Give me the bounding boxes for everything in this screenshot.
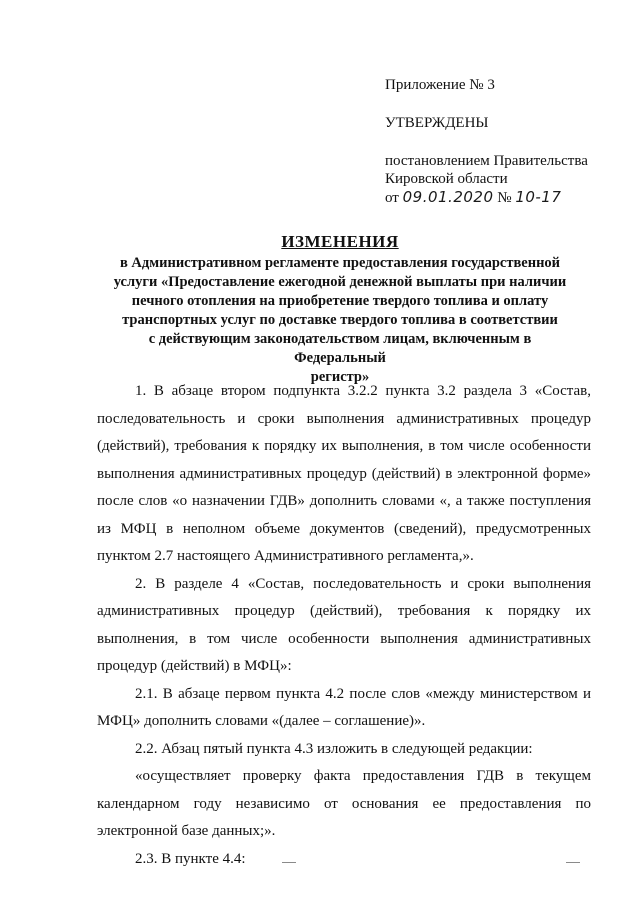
title-line-6: регистр» (310, 369, 370, 385)
handwritten-date: 09.01.2020 (402, 188, 494, 206)
title-line-5: с действующим законодательством лицам, включенным в Федеральный (148, 331, 532, 366)
approval-block (385, 76, 615, 207)
date-prefix: от (385, 190, 399, 206)
appendix-label: Приложение № 3 (385, 77, 495, 93)
paragraph-2: 2. В разделе 4 «Состав, последовательность и сроки выполнения административных процедур (действий), требования к порядку их выполнения, в том числе особенности выполнения административных процедур (действий) в МФЦ»: (97, 575, 591, 674)
title-line-3: печного отопления на приобретение твердого топлива и оплату (131, 293, 549, 309)
title-line-1: в Административном регламенте предоставления государственной (119, 255, 561, 271)
number-prefix: № (497, 190, 512, 206)
paragraph-2-3: 2.3. В пункте 4.4: (135, 850, 246, 867)
approved-label: УТВЕРЖДЕНЫ (385, 115, 489, 131)
title-main: ИЗМЕНЕНИЯ (281, 232, 399, 251)
title-line-4: транспортных услуг по доставке твердого топлива в соответствии (122, 312, 558, 328)
paragraph-2-1: 2.1. В абзаце первом пункта 4.2 после слов «между министерством и МФЦ» дополнить словами «(далее – соглашение)». (97, 685, 591, 729)
paragraph-quote: «осуществляет проверку факта предоставления ГДВ в текущем календарном году независимо от основания ее предоставления по электронной базе данных;». (97, 768, 591, 839)
title-line-2: услуги «Предоставление ежегодной денежной выплаты при наличии (113, 274, 567, 290)
scan-mark (282, 862, 296, 863)
handwritten-number: 10-17 (515, 188, 562, 206)
resolution-line-2: Кировской области (385, 171, 508, 187)
document-title (105, 232, 575, 387)
scan-mark (566, 862, 580, 863)
document-body (97, 378, 591, 873)
paragraph-2-2: 2.2. Абзац пятый пункта 4.3 изложить в следующей редакции: (135, 740, 533, 757)
paragraph-1: 1. В абзаце втором подпункта 3.2.2 пункта 3.2 раздела 3 «Состав, последовательность и сроки выполнения административных процедур (действий), требования к порядку их выполнения, в том числе особенности выполнения административных процедур (действий) в электронной форме» после слов «о назначении ГДВ» дополнить словами «, а также поступления из МФЦ в неполном объеме документов (сведений), предусмотренных пунктом 2.7 настоящего Административного регламента,». (97, 383, 591, 564)
resolution-line-1: постановлением Правительства (385, 153, 588, 169)
date-number-line (385, 188, 615, 207)
